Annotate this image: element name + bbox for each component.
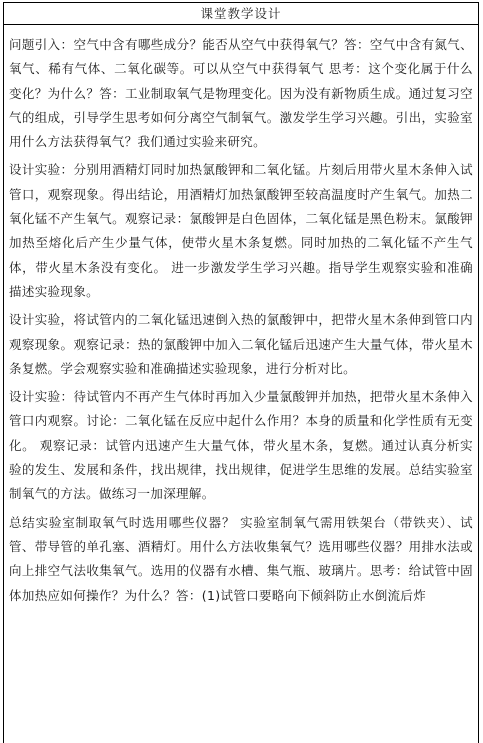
table-header: 课堂教学设计	[4, 3, 478, 25]
paragraph-experiment-1: 设计实验：分别用酒精灯同时加热氯酸钾和二氧化锰。片刻后用带火星木条伸入试管口，观察现象。得出结论，用酒精灯加热氯酸钾至较高温度时产生氧气。加热二氧化锰不产生氧气。观察记录：氯酸钾是白色固体，二氧化锰是黑色粉末。氯酸钾加热至熔化后产生少量气体，使带火星木条复燃。同时加热的二氧化锰不产生气体，带火星木条没有变化。 进一步激发学生学习兴趣。指导学生观察实验和准确描述实验现象。	[9, 162, 473, 299]
table-body-cell	[4, 25, 478, 608]
paragraph-introduction: 问题引入：空气中含有哪些成分？能否从空气中获得氧气？答：空气中含有氮气、氧气、稀有气体、二氧化碳等。可以从空气中获得氧气 思考：这个变化属于什么变化？为什么？答：工业制取氧气是物理变化。因为没有新物质生成。通过复习空气的组成，引导学生思考如何分离空气制氧气。激发学生学习兴趣。引出，实验室用什么方法获得氧气？我们通过实验来研究。	[9, 37, 473, 150]
paragraph-experiment-3: 设计实验：待试管内不再产生气体时再加入少量氯酸钾并加热，把带火星木条伸入管口内观察。讨论：二氧化锰在反应中起什么作用？本身的质量和化学性质有无变化。 观察记录：试管内迅速产生大量气体，带火星木条，复燃。通过认真分析实验的发生、发展和条件，找出规律，找出规律，促进学生思维的发展。总结实验室制氧气的方法。做练习一加深理解。	[9, 389, 473, 502]
lesson-design-table	[3, 2, 479, 743]
paragraph-experiment-2: 设计实验，将试管内的二氧化锰迅速倒入热的氯酸钾中，把带火星木条伸到管口内观察现象。观察记录：热的氯酸钾中加入二氧化锰后迅速产生大量气体，带火星木条复燃。学会观察实验和准确描述实验现象，进行分析对比。	[9, 312, 473, 376]
paragraph-summary: 总结实验室制取氧气时选用哪些仪器？ 实验室制氧气需用铁架台（带铁夹）、试管、带导管的单孔塞、酒精灯。用什么方法收集氧气？选用哪些仪器？用排水法或向上排空气法收集氧气。选用的仪器有水槽、集气瓶、玻璃片。思考：给试管中固体加热应如何操作？为什么？答：(1)试管口要略向下倾斜防止水倒流后炸	[9, 514, 473, 603]
